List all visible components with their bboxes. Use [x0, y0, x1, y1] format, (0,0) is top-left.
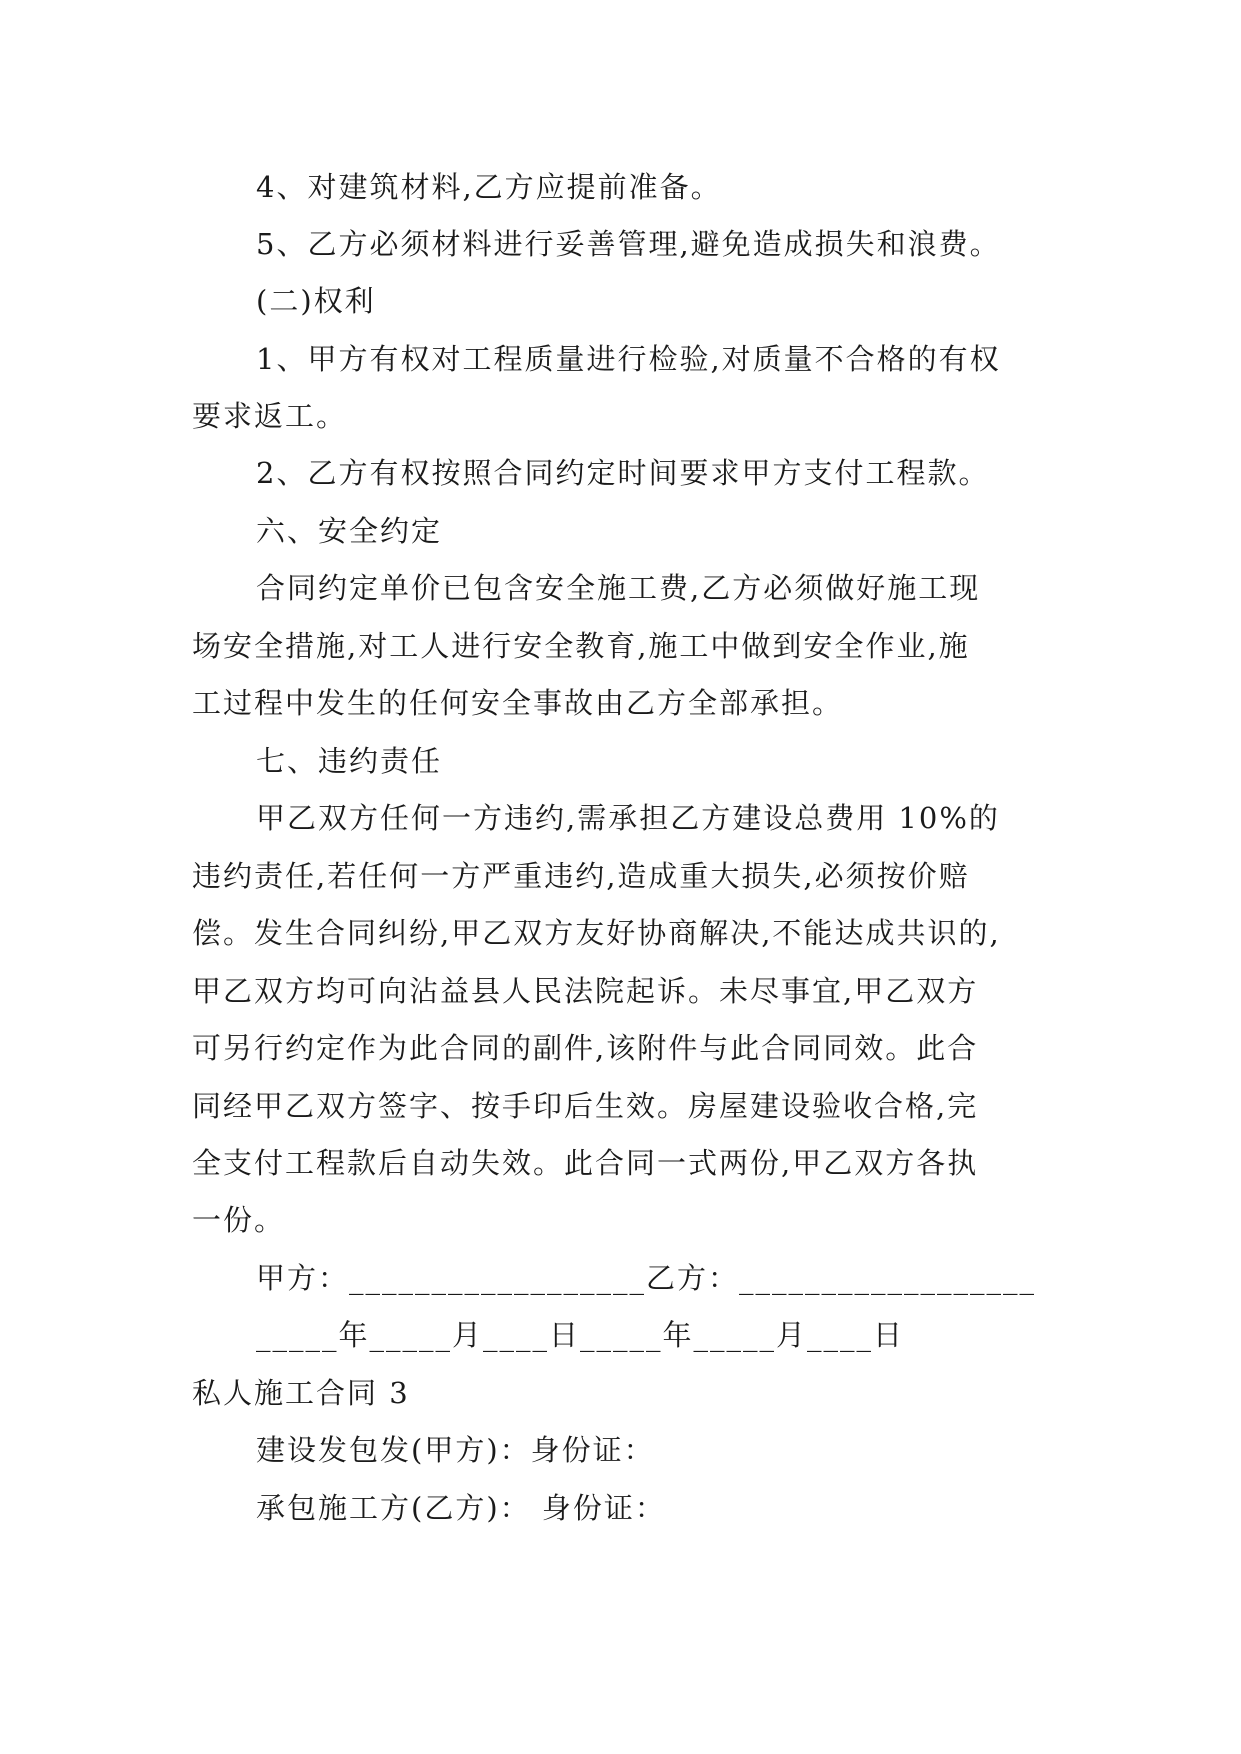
text-line: 可另行约定作为此合同的副件,该附件与此合同同效。此合: [192, 1031, 979, 1065]
text-line: 场安全措施,对工人进行安全教育,施工中做到安全作业,施: [192, 629, 970, 663]
date-line: _____年_____月____日_____年_____月____日: [256, 1318, 905, 1352]
section-heading: 六、安全约定: [256, 514, 443, 548]
text-line: 要求返工。: [192, 399, 348, 433]
text-line: 全支付工程款后自动失效。此合同一式两份,甲乙双方各执: [192, 1146, 979, 1180]
text-line: 合同约定单价已包含安全施工费,乙方必须做好施工现: [256, 571, 981, 605]
text-line: 5、乙方必须材料进行妥善管理,避免造成损失和浪费。: [256, 227, 1001, 261]
text-line: 甲乙双方均可向沾益县人民法院起诉。未尽事宜,甲乙双方: [192, 974, 979, 1008]
signature-line: 甲方：__________________乙方：__________________: [256, 1261, 1037, 1295]
text-line: 1、甲方有权对工程质量进行检验,对质量不合格的有权: [256, 342, 1001, 376]
text-line: 一份。: [192, 1203, 286, 1237]
document-title: 私人施工合同 3: [192, 1376, 410, 1410]
text-line: 同经甲乙双方签字、按手印后生效。房屋建设验收合格,完: [192, 1089, 979, 1123]
text-line: 4、对建筑材料,乙方应提前准备。: [256, 170, 722, 204]
text-line: 偿。发生合同纠纷,甲乙双方友好协商解决,不能达成共识的,: [192, 916, 1001, 950]
text-line: 工过程中发生的任何安全事故由乙方全部承担。: [192, 686, 844, 720]
text-line: 甲乙双方任何一方违约,需承担乙方建设总费用 10%的: [256, 801, 1000, 835]
text-line: 违约责任,若任何一方严重违约,造成重大损失,必须按价赔: [192, 859, 970, 893]
party-a-line: 建设发包发(甲方)：身份证：: [256, 1433, 655, 1467]
section-heading: 七、违约责任: [256, 744, 443, 778]
party-b-line: 承包施工方(乙方)： 身份证：: [256, 1491, 666, 1525]
text-line: 2、乙方有权按照合同约定时间要求甲方支付工程款。: [256, 456, 990, 490]
section-heading: (二)权利: [256, 284, 376, 318]
